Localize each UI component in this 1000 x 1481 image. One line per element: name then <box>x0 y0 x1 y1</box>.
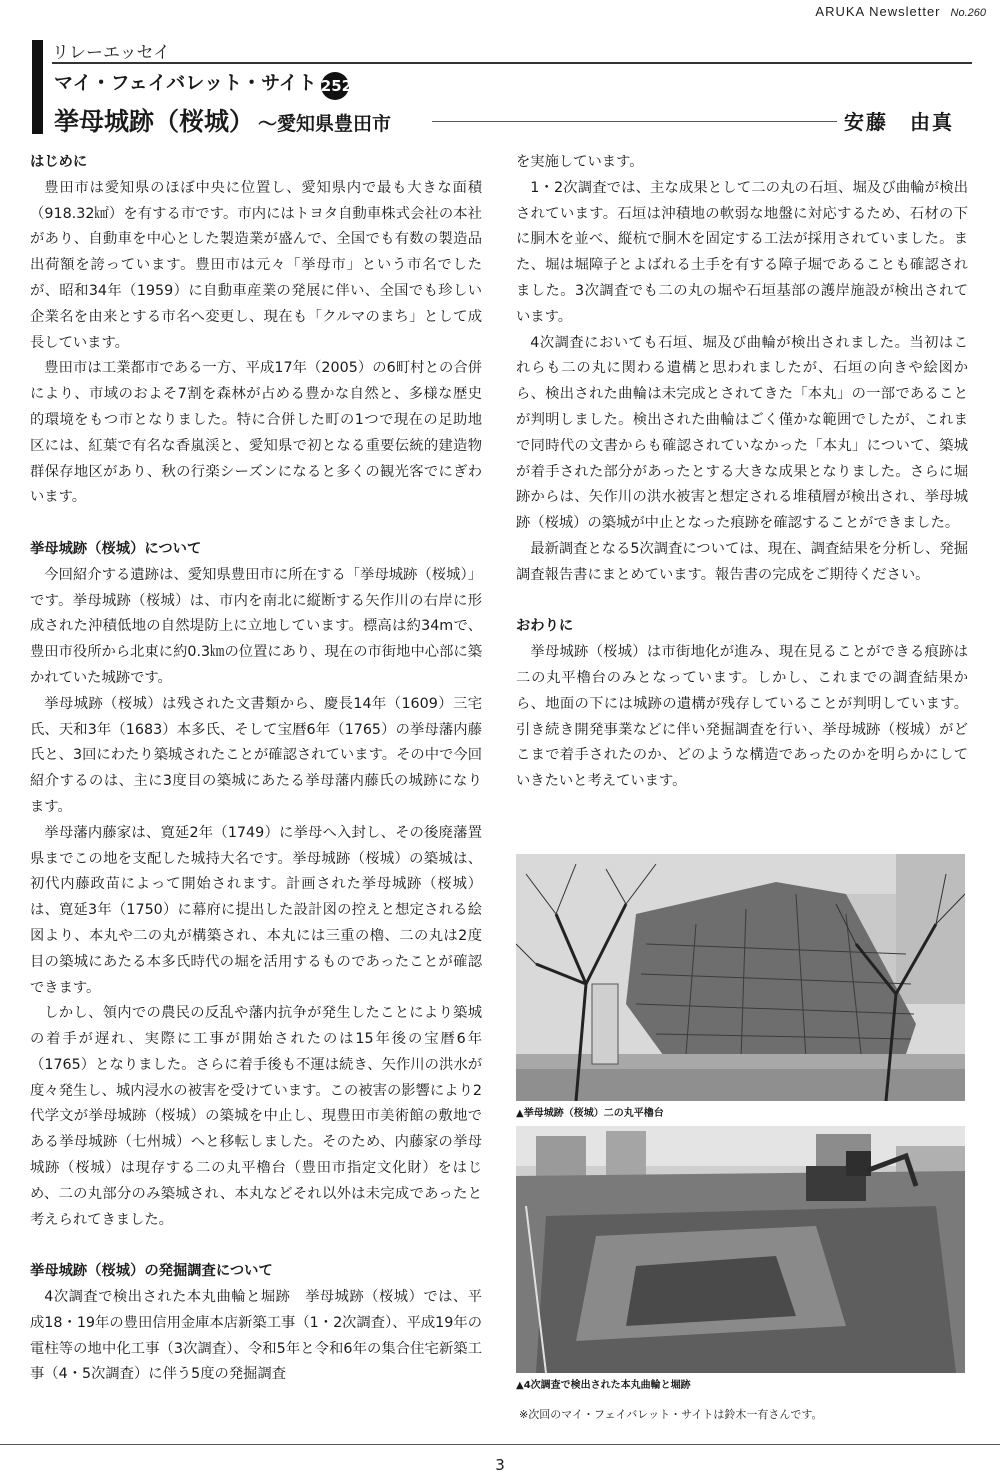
author-name: 安藤 由真 <box>844 110 954 134</box>
castle-photo-illustration <box>516 854 965 1101</box>
paragraph: 4次調査においても石垣、堀及び曲輪が検出されました。当初はこれらも二の丸に関わる遺構と思われましたが、石垣の向きや絵図から、検出された曲輪は未完成とされてきた「本丸」の一部であることが判明しました。検出された曲輪はごく僅かな範囲でしたが、これまで同時代の文書からも確認されていなかった「本丸」について、築城が着手された部分があったとする大きな成果となりました。さらに堀跡からは、矢作川の洪水被害と想定される堆積層が検出され、挙母城跡（桜城）の築城が中止となった痕跡を確認することができました。 <box>516 334 968 532</box>
paragraph: を実施しています。 <box>516 154 644 170</box>
article-subtitle: ～愛知県豊田市 <box>258 113 392 135</box>
paragraph: 挙母城跡（桜城）は市街地化が進み、現在見ることができる痕跡は二の丸平櫓台のみとなっています。しかし、これまでの調査結果から、地面の下には城跡の遺構が残存していることが判明しています。引き続き開発事業などに伴い発掘調査を行い、挙母城跡（桜城）がどこまで着手されたのか、どのような構造であったのかを明らかにしていきたいと考えています。 <box>516 644 968 790</box>
series-title <box>54 68 353 100</box>
issue-number: No.260 <box>950 7 986 19</box>
photo-caption-2: ▲4次調査で検出された本丸曲輪と堀跡 <box>516 1380 691 1391</box>
paragraph: 挙母藩内藤家は、寛延2年（1749）に挙母へ入封し、その後廃藩置県までこの地を支配した城持大名です。挙母城跡（桜城）の築城は、初代内藤政苗によって開始されます。計画された挙母城跡（桜城）は、寛延3年（1750）に幕府に提出した設計図の控えと想定される絵図より、本丸や二の丸が構築され、本丸には三重の櫓、二の丸は2度目の築城にあたる本多氏時代の堀を活用するものであったことが確認できます。 <box>30 824 482 996</box>
next-author-note: ※次回のマイ・フェイバレット・サイトは鈴木一有さんです。 <box>519 1408 823 1421</box>
paragraph: 今回紹介する遺跡は、愛知県豊田市に所在する「挙母城跡（桜城）」です。挙母城跡（桜城）は、市内を南北に縦断する矢作川の右岸に形成された沖積低地の自然堤防上に立地しています。標高は約34mで、豊田市役所から北東に約0.3㎞の位置にあり、現在の市街地中心部に築かれていた城跡です。 <box>30 566 482 686</box>
newsletter-name: ARUKA Newsletter <box>815 4 941 19</box>
photo-caption-1: ▲挙母城跡（桜城）二の丸平櫓台 <box>516 1108 664 1119</box>
article-title <box>54 102 391 138</box>
series-name: マイ・フェイバレット・サイト <box>54 72 317 94</box>
paragraph: 豊田市は工業都市である一方、平成17年（2005）の6町村との合併により、市域のおよそ7割を森林が占める豊かな自然と、多様な歴史的環境をもつ市となりました。特に合併した町の1つで現在の足助地区には、紅葉で有名な香嵐渓と、愛知県で初となる重要伝統的建造物群保存地区があり、秋の行楽シーズンになると多くの観光客でにぎわいます。 <box>30 360 482 506</box>
paragraph: 1・2次調査では、主な成果として二の丸の石垣、堀及び曲輪が検出されています。石垣は沖積地の軟弱な地盤に対応するため、石材の下に胴木を並べ、縦杭で胴木を固定する工法が採用されていました。また、堀は堀障子とよばれる土手を有する障子堀であることも確認されました。3次調査でも二の丸の堀や石垣基部の護岸施設が検出されています。 <box>516 179 968 325</box>
footer-divider <box>0 1444 1000 1445</box>
series-number-badge: 252 <box>321 72 349 100</box>
paragraph: 4次調査で検出された本丸曲輪と堀跡 挙母城跡（桜城）では、平成18・19年の豊田信用金庫本店新築工事（1・2次調査）、平成19年の電柱等の地中化工事（3次調査）、令和5年と令和6年の集合住宅新築工事（4・5次調査）に伴う5度の発掘調査 <box>30 1289 482 1383</box>
photo-castle-stone-wall <box>516 854 965 1101</box>
article-main-title: 挙母城跡（桜城） <box>54 107 255 136</box>
photo-excavation-site <box>516 1126 965 1373</box>
relay-essay-label: リレーエッセイ <box>52 43 171 63</box>
title-leader-line <box>432 121 837 122</box>
title-block <box>32 34 972 136</box>
section-heading-intro: はじめに <box>30 154 88 170</box>
title-divider <box>52 62 972 64</box>
paragraph: しかし、領内での農民の反乱や藩内抗争が発生したことにより築城の着手が遅れ、実際に工事が開始されたのは15年後の宝暦6年（1765）となりました。さらに着手後も不運は続き、矢作川の洪水が度々発生し、城内浸水の被害を受けています。この被害の影響により2代学文が挙母城跡（桜城）の築城を中止し、現豊田市美術館の敷地である挙母城跡（七州城）へと移転しました。そのため、内藤家の挙母城跡（桜城）は現存する二の丸平櫓台（豊田市指定文化財）をはじめ、二の丸部分のみ築城され、本丸などそれ以外は未完成であったと考えられてきました。 <box>30 1005 482 1228</box>
paragraph: 最新調査となる5次調査については、現在、調査結果を分析し、発掘調査報告書にまとめています。報告書の完成をご期待ください。 <box>516 540 969 583</box>
section-heading-excavation: 挙母城跡（桜城）の発掘調査について <box>30 1263 273 1280</box>
section-heading-conclusion: おわりに <box>516 618 574 635</box>
section-heading-about: 挙母城跡（桜城）について <box>30 540 202 557</box>
excavation-photo-illustration <box>516 1126 965 1373</box>
title-accent-bar <box>32 40 43 134</box>
page-number: 3 <box>495 1456 505 1474</box>
left-column <box>30 150 482 1388</box>
newsletter-header <box>815 4 986 19</box>
right-column <box>516 150 968 795</box>
paragraph: 豊田市は愛知県のほぼ中央に位置し、愛知県内で最も大きな面積（918.32㎢）を有する市です。市内にはトヨタ自動車株式会社の本社があり、自動車を中心とした製造業が盛んで、全国でも有数の製造品出荷額を誇っています。豊田市は元々「挙母市」という市名でしたが、昭和34年（1959）に自動車産業の発展に伴い、全国でも珍しい企業名を由来とする市名へ変更し、現在も「クルマのまち」として成長しています。 <box>30 179 482 351</box>
paragraph: 挙母城跡（桜城）は残された文書類から、慶長14年（1609）三宅氏、天和3年（1683）本多氏、そして宝暦6年（1765）の挙母藩内藤氏と、3回にわたり築城されたことが確認されています。その中で今回紹介するのは、主に3度目の築城にあたる挙母藩内藤氏の城跡になります。 <box>30 695 482 815</box>
